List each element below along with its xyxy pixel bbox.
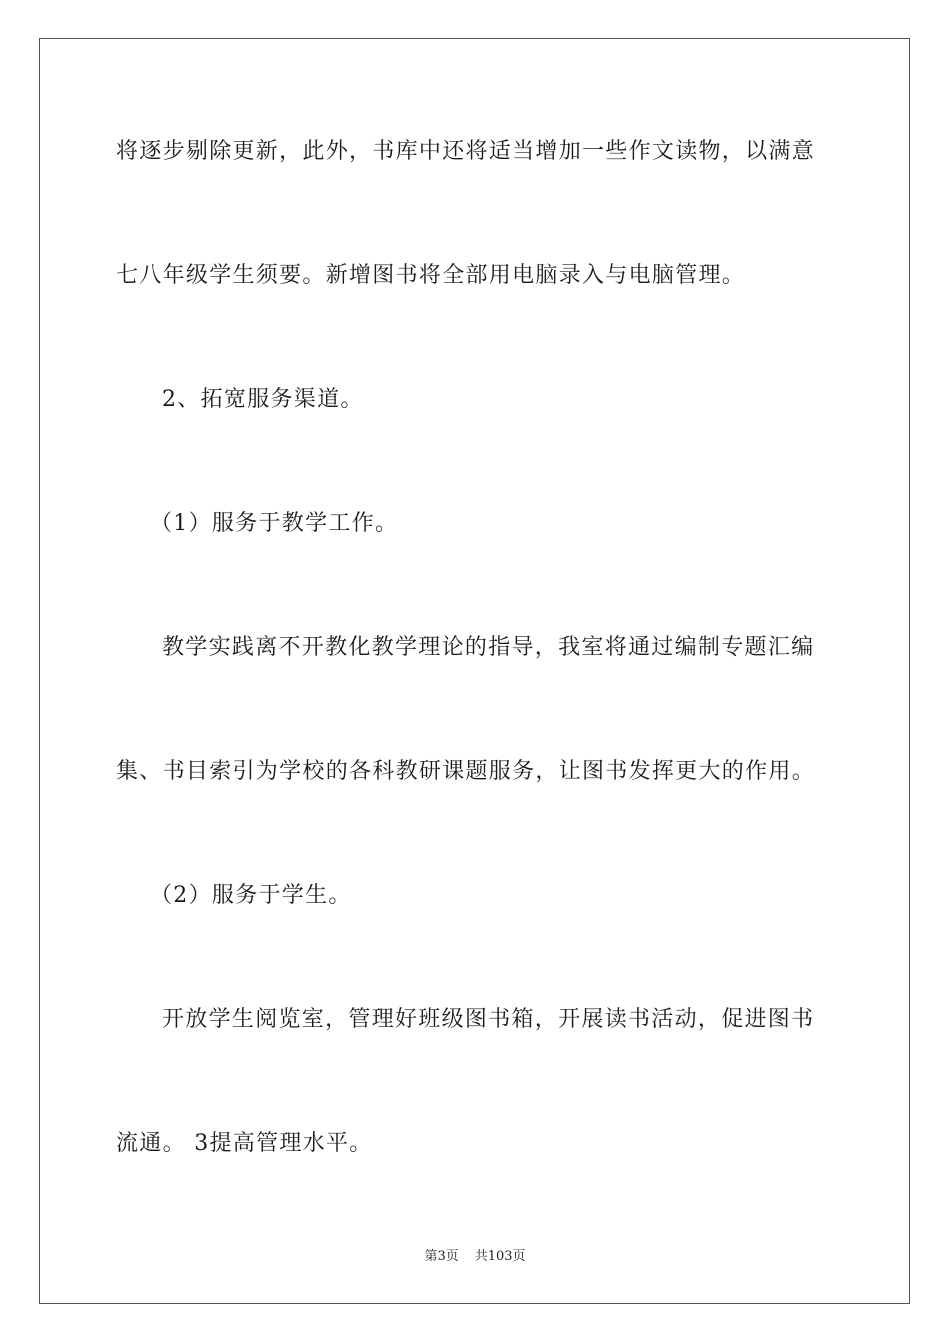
section-heading: 2、拓宽服务渠道。 — [162, 387, 364, 412]
body-text-line: 教学实践离不开教化教学理论的指导，我室将通过编制专题汇编 — [162, 635, 815, 660]
body-text-line: 开放学生阅览室，管理好班级图书箱，开展读书活动，促进图书 — [162, 1007, 815, 1032]
subsection-heading: （1）服务于教学工作。 — [150, 511, 399, 536]
total-pages: 共103页 — [474, 1249, 526, 1264]
body-text-line: 将逐步剔除更新，此外，书库中还将适当增加一些作文读物，以满意 — [116, 139, 816, 164]
body-text-line: 流通。 3提高管理水平。 — [116, 1131, 373, 1156]
page-footer — [0, 1248, 950, 1266]
body-text-line: 集、书目索引为学校的各科教研课题服务，让图书发挥更大的作用。 — [116, 759, 816, 784]
body-text-line: 七八年级学生须要。新增图书将全部用电脑录入与电脑管理。 — [116, 263, 746, 288]
page-number: 第3页 — [424, 1249, 459, 1264]
page-frame — [39, 38, 910, 1304]
subsection-heading: （2）服务于学生。 — [150, 883, 352, 908]
